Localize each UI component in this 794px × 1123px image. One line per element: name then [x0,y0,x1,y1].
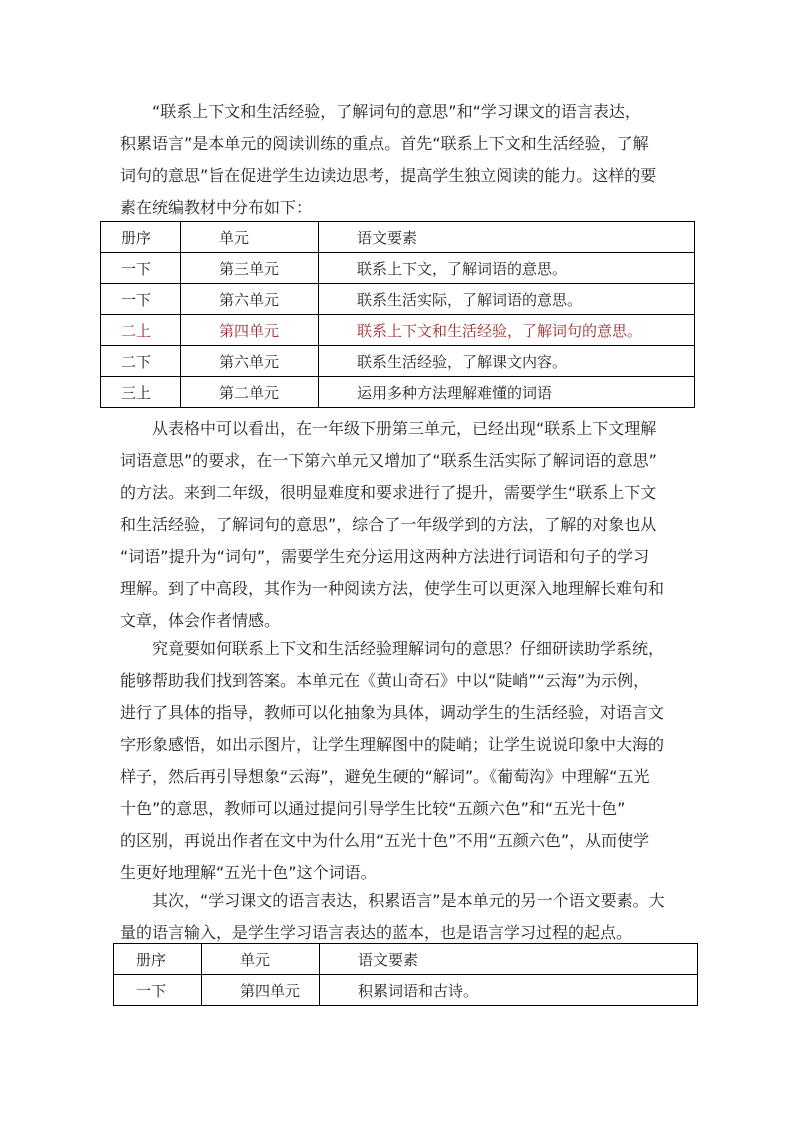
text-line: 究竟要如何联系上下文和生活经验理解词句的意思？仔细研读助学系统， [152,639,665,658]
table-row-highlighted [101,315,695,346]
text-line: “联系上下文和生活经验，了解词句的意思”和“学习课文的语言表达， [152,102,641,121]
text-line: 和生活经验，了解词句的意思”，综合了一年级学到的方法，了解的对象也从 [120,515,657,534]
table-row [114,975,698,1006]
table-header-row [101,222,695,253]
table-cell: 运用多种方法理解难懂的词语 [319,377,695,408]
table-cell: 二下 [101,346,181,377]
table-cell: 联系生活实际，了解词语的意思。 [319,284,695,315]
table-cell: 第六单元 [181,346,319,377]
table-row [101,253,695,284]
table-header-row [114,944,698,975]
header-cell-element: 语文要素 [320,944,698,975]
table-cell: 第四单元 [202,975,320,1006]
table-row [101,346,695,377]
text-line: 能够帮助我们找到答案。本单元在《黄山奇石》中以“陡峭”“云海”为示例， [120,671,650,690]
text-line: 词句的意思”旨在促进学生边读边思考，提高学生独立阅读的能力。这样的要 [120,166,657,185]
table-cell: 第六单元 [181,284,319,315]
table-cell: 一下 [101,284,181,315]
table-cell: 一下 [114,975,202,1006]
table-cell: 二上 [101,315,181,346]
text-line: 素在统编教材中分布如下： [120,198,313,217]
paragraph-teaching-method [120,633,680,889]
header-cell-unit: 单元 [181,222,319,253]
language-accumulation-table [113,943,698,1006]
header-cell-volume: 册序 [101,222,181,253]
text-line: 量的语言输入，是学生学习语言表达的蓝本，也是语言学习过程的起点。 [120,923,633,942]
table-cell: 三上 [101,377,181,408]
table-cell: 联系上下文和生活经验，了解词句的意思。 [319,315,695,346]
elements-distribution-table [100,221,695,408]
text-line: 生更好地理解“五光十色”这个词语。 [120,863,377,882]
table-row [101,284,695,315]
text-line: 其次，“学习课文的语言表达，积累语言”是本单元的另一个语文要素。大 [152,891,665,910]
text-line: 理解。到了中高段，其作为一种阅读方法，使学生可以更深入地理解长难句和 [120,579,665,598]
text-line: 的方法。来到二年级，很明显难度和要求进行了提升，需要学生“联系上下文 [120,483,657,502]
paragraph-second-element [120,885,680,949]
table-cell: 联系上下文，了解词语的意思。 [319,253,695,284]
text-line: “词语”提升为“词句”，需要学生充分运用这两种方法进行词语和句子的学习 [120,547,650,566]
header-cell-unit: 单元 [202,944,320,975]
table-cell: 第三单元 [181,253,319,284]
text-line: 积累语言”是本单元的阅读训练的重点。首先“联系上下文和生活经验，了解 [120,134,649,153]
text-line: 样子，然后再引导想象“云海”，避免生硬的“解词”。《葡萄沟》中理解“五光 [120,767,650,786]
table-cell: 联系生活经验，了解课文内容。 [319,346,695,377]
table-row [101,377,695,408]
text-line: 文章，体会作者情感。 [120,611,281,630]
table-cell: 第二单元 [181,377,319,408]
text-line: 进行了具体的指导，教师可以化抽象为具体，调动学生的生活经验，对语言文 [120,703,665,722]
table-cell: 积累词语和古诗。 [320,975,698,1006]
text-line: 从表格中可以看出，在一年级下册第三单元，已经出现“联系上下文理解 [152,419,657,438]
paragraph-table-analysis [120,413,680,637]
text-line: 词语意思”的要求，在一下第六单元又增加了“联系生活实际了解词语的意思” [120,451,657,470]
header-cell-element: 语文要素 [319,222,695,253]
text-line: 字形象感悟，如出示图片，让学生理解图中的陡峭；让学生说说印象中大海的 [120,735,665,754]
text-line: 的区别，再说出作者在文中为什么用“五光十色”不用“五颜六色”，从而使学 [120,831,650,850]
paragraph-intro [120,96,680,224]
table-cell: 一下 [101,253,181,284]
table-cell: 第四单元 [181,315,319,346]
header-cell-volume: 册序 [114,944,202,975]
text-line: 十色”的意思，教师可以通过提问引导学生比较“五颜六色”和“五光十色” [120,799,626,818]
